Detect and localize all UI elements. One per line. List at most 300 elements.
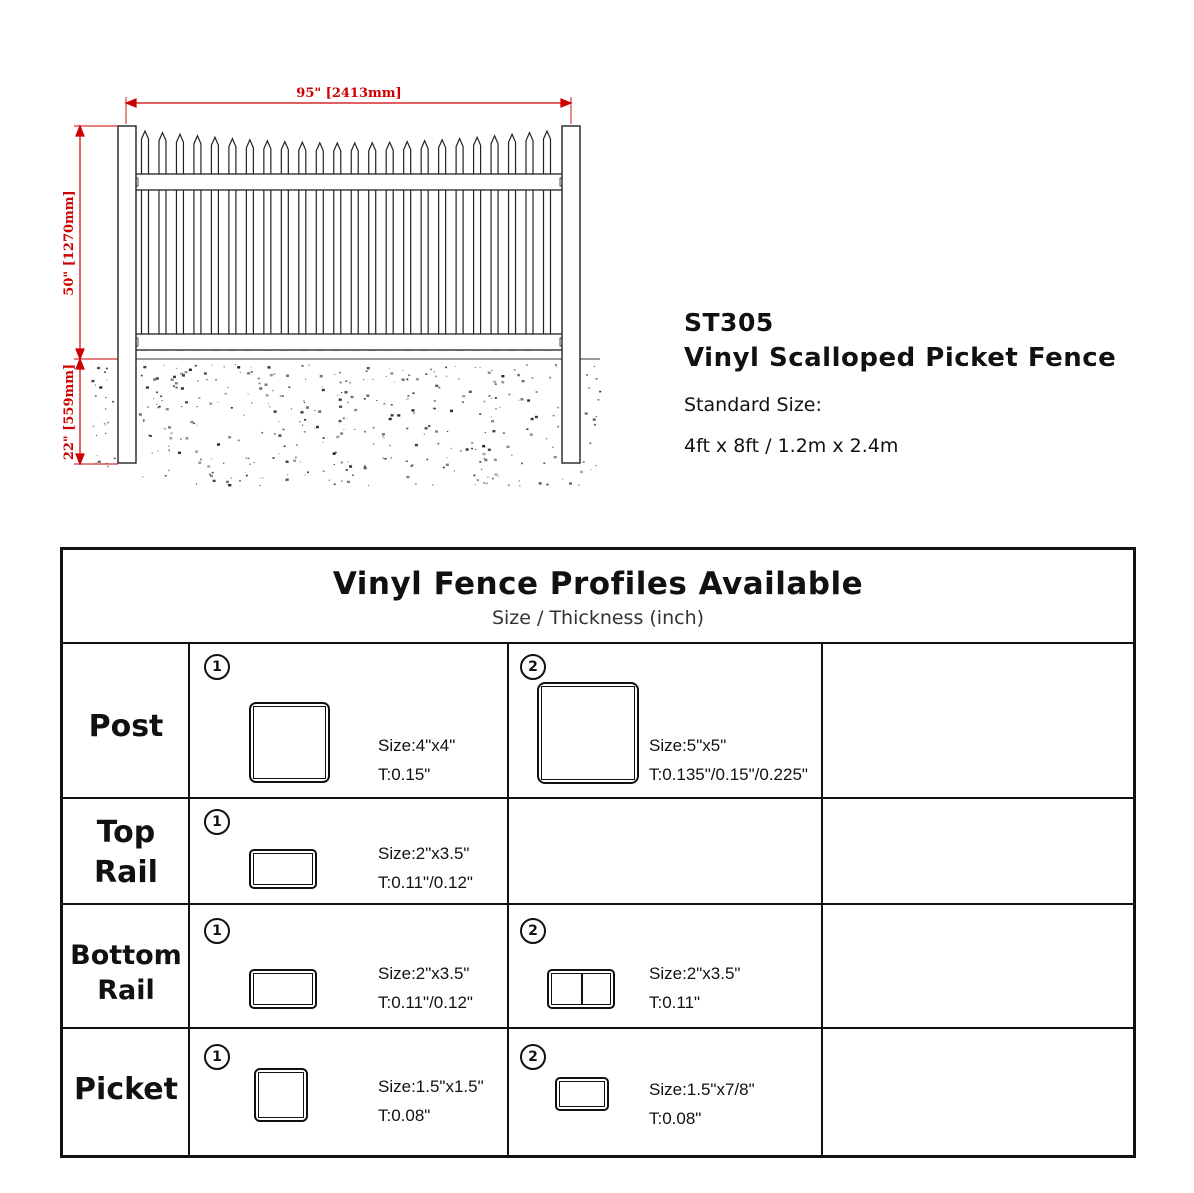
- gravel-speck: [217, 443, 220, 445]
- gravel-speck: [283, 429, 285, 431]
- gravel-speck: [322, 386, 323, 387]
- gravel-speck: [237, 366, 240, 368]
- gravel-speck: [593, 418, 596, 420]
- gravel-speck: [383, 458, 384, 459]
- picket: [439, 140, 446, 350]
- gravel-speck: [434, 408, 436, 410]
- gravel-speck: [98, 461, 101, 463]
- gravel-speck: [286, 375, 289, 377]
- gravel-speck: [385, 458, 387, 460]
- gravel-speck: [335, 452, 337, 454]
- gravel-speck: [173, 385, 175, 387]
- gravel-speck: [160, 396, 162, 398]
- profile-number-badge: 1: [204, 809, 230, 835]
- gravel-speck: [596, 416, 597, 417]
- row-divider: [63, 903, 1133, 905]
- gravel-speck: [112, 401, 114, 403]
- profile-spec: [378, 731, 455, 789]
- gravel-speck: [483, 482, 485, 484]
- gravel-speck: [339, 420, 342, 422]
- gravel-speck: [259, 485, 260, 486]
- gravel-speck: [308, 365, 309, 366]
- gravel-speck: [508, 484, 510, 486]
- row-label-top-rail: Top Rail: [94, 815, 158, 890]
- gravel-speck: [469, 391, 472, 393]
- gravel-speck: [519, 485, 520, 486]
- gravel-speck: [307, 472, 309, 474]
- gravel-speck: [352, 474, 354, 476]
- gravel-speck: [364, 398, 366, 400]
- gravel-speck: [390, 372, 393, 374]
- gravel-speck: [104, 423, 106, 425]
- gravel-speck: [346, 418, 347, 419]
- gravel-speck: [455, 366, 456, 367]
- gravel-speck: [430, 369, 432, 371]
- gravel-speck: [206, 379, 207, 380]
- gravel-speck: [228, 436, 231, 438]
- gravel-speck: [269, 406, 270, 407]
- gravel-speck: [143, 419, 145, 421]
- gravel-speck: [168, 426, 171, 428]
- profile-number-badge: 1: [204, 1044, 230, 1070]
- gravel-speck: [495, 408, 496, 409]
- gravel-speck: [373, 379, 374, 380]
- gravel-speck: [569, 482, 572, 484]
- profile-thickness: T:0.11"/0.12": [378, 993, 473, 1012]
- gravel-speck: [434, 400, 436, 402]
- gravel-speck: [475, 367, 476, 368]
- gravel-speck: [503, 432, 505, 434]
- gravel-speck: [526, 428, 528, 430]
- gravel-speck: [287, 475, 288, 476]
- gravel-speck: [557, 426, 559, 428]
- gravel-speck: [190, 421, 193, 423]
- gravel-speck: [282, 395, 284, 397]
- gravel-speck: [391, 458, 392, 459]
- gravel-speck: [413, 412, 415, 414]
- gravel-speck: [107, 466, 109, 468]
- profile-thickness: T:0.11": [649, 993, 701, 1012]
- gravel-speck: [231, 407, 233, 409]
- gravel-speck: [95, 395, 97, 397]
- left-post: [118, 126, 136, 463]
- gravel-speck: [406, 399, 407, 400]
- gravel-speck: [447, 431, 448, 432]
- gravel-speck: [341, 392, 342, 393]
- gravel-speck: [391, 414, 394, 416]
- gravel-speck: [228, 484, 231, 486]
- gravel-speck: [245, 472, 246, 473]
- gravel-speck: [408, 375, 410, 377]
- gravel-speck: [562, 479, 563, 480]
- gravel-speck: [340, 432, 343, 434]
- gravel-speck: [415, 444, 418, 446]
- gravel-speck: [168, 470, 170, 472]
- gravel-speck: [454, 470, 455, 471]
- gravel-speck: [590, 469, 591, 470]
- gravel-speck: [426, 459, 428, 461]
- gravel-speck: [351, 396, 354, 398]
- gravel-speck: [406, 379, 408, 381]
- gravel-speck: [157, 451, 158, 452]
- picket: [526, 133, 533, 350]
- row-label-picket: Picket: [74, 1072, 178, 1107]
- gravel-speck: [364, 467, 367, 469]
- gravel-speck: [443, 467, 445, 469]
- gravel-speck: [262, 478, 263, 479]
- gravel-speck: [176, 368, 177, 369]
- gravel-speck: [500, 407, 501, 408]
- bottom-rail-divided-profile-shape: [547, 969, 615, 1009]
- gravel-speck: [549, 377, 551, 379]
- gravel-speck: [169, 437, 172, 439]
- gravel-speck: [280, 395, 282, 397]
- gravel-speck: [99, 386, 102, 388]
- profile-size: Size:2"x3.5": [378, 964, 470, 983]
- gravel-speck: [299, 421, 300, 422]
- gravel-speck: [291, 408, 292, 409]
- gravel-speck: [493, 381, 496, 383]
- gravel-speck: [176, 387, 178, 389]
- gravel-speck: [484, 401, 486, 403]
- gravel-speck: [146, 386, 149, 388]
- gravel-speck: [301, 411, 304, 413]
- gravel-speck: [323, 437, 325, 439]
- gravel-speck: [391, 404, 393, 406]
- gravel-speck: [485, 432, 486, 433]
- gravel-speck: [249, 464, 250, 465]
- gravel-speck: [235, 364, 236, 365]
- gravel-speck: [539, 482, 542, 484]
- gravel-speck: [323, 442, 324, 443]
- gravel-speck: [270, 374, 273, 376]
- gravel-speck: [521, 398, 524, 400]
- gravel-speck: [180, 438, 182, 440]
- gravel-speck: [156, 392, 158, 394]
- gravel-speck: [247, 372, 250, 374]
- gravel-speck: [251, 367, 252, 368]
- gravel-speck: [200, 459, 202, 461]
- gravel-speck: [578, 485, 579, 486]
- gravel-speck: [165, 475, 167, 477]
- gravel-speck: [347, 402, 349, 404]
- gravel-speck: [334, 374, 335, 375]
- gravel-speck: [302, 365, 304, 367]
- profiles-table: [60, 547, 1136, 1158]
- product-info: [684, 306, 1116, 457]
- gravel-speck: [596, 378, 598, 380]
- gravel-speck: [175, 382, 178, 384]
- gravel-speck: [304, 402, 305, 403]
- gravel-speck: [491, 398, 492, 399]
- gravel-speck: [189, 369, 192, 371]
- gravel-speck: [105, 397, 106, 398]
- gravel-speck: [530, 434, 533, 436]
- profile-thickness: T:0.08": [649, 1109, 702, 1128]
- gravel-speck: [483, 453, 486, 455]
- profile-spec: [649, 959, 740, 1017]
- profile-number-badge: 1: [204, 918, 230, 944]
- gravel-speck: [495, 473, 498, 475]
- gravel-speck: [286, 478, 289, 480]
- gravel-speck: [435, 376, 437, 378]
- gravel-speck: [185, 371, 188, 373]
- table-subtitle: Size / Thickness (inch): [491, 607, 705, 629]
- gravel-speck: [383, 403, 385, 405]
- gravel-speck: [239, 480, 241, 482]
- gravel-speck: [345, 380, 347, 382]
- gravel-speck: [329, 480, 330, 481]
- gravel-speck: [345, 391, 348, 393]
- gravel-speck: [147, 406, 149, 408]
- gravel-speck: [413, 392, 415, 394]
- gravel-speck: [265, 384, 268, 386]
- profile-thickness: T:0.08": [378, 1106, 431, 1125]
- gravel-speck: [556, 366, 557, 367]
- gravel-speck: [228, 387, 229, 388]
- gravel-speck: [389, 368, 390, 369]
- gravel-speck: [535, 416, 538, 418]
- gravel-speck: [447, 457, 448, 458]
- picket: [176, 134, 183, 350]
- gravel-speck: [435, 385, 438, 387]
- gravel-speck: [198, 462, 201, 464]
- gravel-speck: [339, 399, 342, 401]
- gravel-speck: [251, 371, 253, 373]
- post-4x4-profile-shape: [249, 702, 330, 783]
- gravel-speck: [547, 484, 549, 486]
- gravel-speck: [164, 428, 166, 430]
- gravel-speck: [141, 375, 143, 377]
- gravel-speck: [93, 426, 95, 428]
- gravel-speck: [475, 484, 476, 485]
- gravel-speck: [341, 480, 343, 482]
- gravel-speck: [491, 370, 492, 371]
- gravel-speck: [416, 378, 419, 380]
- profile-number-badge: 2: [520, 654, 546, 680]
- gravel-speck: [425, 427, 428, 429]
- gravel-speck: [274, 433, 276, 435]
- gravel-speck: [143, 421, 144, 422]
- gravel-speck: [268, 403, 269, 404]
- gravel-speck: [364, 431, 366, 433]
- gravel-speck: [507, 446, 510, 448]
- post-5x5-profile-shape: [537, 682, 639, 784]
- gravel-speck: [552, 447, 553, 448]
- gravel-speck: [197, 406, 198, 407]
- gravel-speck: [96, 462, 97, 463]
- gravel-speck: [437, 443, 439, 445]
- gravel-speck: [196, 483, 197, 484]
- gravel-speck: [347, 481, 350, 483]
- picket: [544, 131, 551, 350]
- gravel-speck: [488, 372, 491, 374]
- gravel-speck: [477, 479, 479, 481]
- gravel-speck: [489, 395, 491, 397]
- gravel-speck: [209, 474, 211, 476]
- profile-size: Size:1.5"x7/8": [649, 1080, 755, 1099]
- gravel-speck: [458, 379, 459, 380]
- bottom-rail-profile-shape: [249, 969, 317, 1009]
- gravel-speck: [397, 414, 400, 416]
- gravel-speck: [446, 376, 447, 377]
- gravel-speck: [527, 399, 530, 401]
- gravel-speck: [323, 470, 325, 472]
- gravel-speck: [293, 460, 296, 462]
- gravel-speck: [553, 415, 555, 417]
- gravel-speck: [225, 393, 227, 395]
- top-rail-profile-shape: [249, 849, 317, 889]
- gravel-speck: [599, 391, 601, 393]
- picket: [404, 142, 411, 350]
- gravel-speck: [402, 370, 403, 371]
- gravel-speck: [428, 425, 430, 427]
- row-divider: [63, 797, 1133, 799]
- gravel-speck: [268, 366, 271, 368]
- gravel-speck: [248, 394, 249, 395]
- gravel-speck: [487, 477, 488, 478]
- product-model: ST305: [684, 308, 774, 337]
- gravel-speck: [178, 452, 181, 454]
- gravel-speck: [302, 425, 303, 426]
- product-name: Vinyl Scalloped Picket Fence: [684, 343, 1117, 373]
- gravel-speck: [251, 402, 252, 403]
- gravel-speck: [412, 409, 415, 411]
- gravel-speck: [348, 461, 349, 462]
- gravel-speck: [278, 453, 279, 454]
- picket: [281, 142, 288, 350]
- picket: [246, 140, 253, 350]
- gravel-speck: [212, 365, 213, 366]
- profile-thickness: T:0.135"/0.15"/0.225": [649, 765, 808, 784]
- gravel-speck: [450, 410, 453, 412]
- gravel-speck: [460, 450, 462, 452]
- gravel-speck: [212, 472, 214, 474]
- table-header: [63, 550, 1133, 644]
- gravel-speck: [434, 371, 435, 372]
- gravel-speck: [153, 398, 154, 399]
- gravel-speck: [243, 415, 244, 416]
- gravel-speck: [142, 476, 143, 477]
- gravel-speck: [557, 407, 559, 409]
- profile-size: Size:1.5"x1.5": [378, 1077, 484, 1096]
- gravel-speck: [491, 416, 492, 417]
- row-label-post: Post: [88, 709, 164, 744]
- gravel-speck: [354, 429, 355, 430]
- gravel-speck: [231, 478, 232, 479]
- gravel-speck: [152, 453, 153, 454]
- picket: [211, 137, 218, 350]
- gravel-speck: [522, 380, 525, 382]
- gravel-speck: [168, 446, 169, 447]
- standard-size-value: 4ft x 8ft / 1.2m x 2.4m: [684, 435, 899, 457]
- table-title: Vinyl Fence Profiles Available: [332, 566, 864, 602]
- pickets: [142, 131, 551, 350]
- gravel-speck: [382, 436, 383, 437]
- picket: [229, 139, 236, 350]
- ground: [84, 359, 601, 486]
- gravel-speck: [334, 484, 336, 486]
- gravel-speck: [596, 465, 597, 466]
- gravel-speck: [106, 368, 108, 370]
- gravel-speck: [260, 477, 261, 478]
- gravel-speck: [245, 458, 246, 459]
- gravel-speck: [491, 420, 494, 422]
- gravel-speck: [320, 375, 323, 377]
- gravel-speck: [226, 481, 229, 483]
- column-divider: [821, 642, 823, 1155]
- gravel-speck: [339, 406, 342, 408]
- gravel-speck: [435, 430, 438, 432]
- picket: [264, 141, 271, 350]
- picket: [194, 136, 201, 350]
- gravel-speck: [389, 418, 392, 420]
- bottom-rail: [128, 334, 570, 350]
- gravel-speck: [368, 485, 369, 486]
- gravel-speck: [508, 394, 510, 396]
- gravel-speck: [336, 436, 339, 438]
- gravel-speck: [495, 397, 497, 399]
- profile-size: Size:4"x4": [378, 736, 456, 755]
- gravel-speck: [198, 397, 200, 399]
- gravel-speck: [305, 475, 306, 476]
- gravel-speck: [153, 378, 156, 380]
- gravel-speck: [278, 434, 281, 436]
- gravel-speck: [364, 465, 366, 467]
- gravel-speck: [266, 394, 269, 396]
- gravel-speck: [105, 425, 106, 426]
- picket: [456, 139, 463, 350]
- gravel-speck: [181, 406, 182, 407]
- gravel-speck: [498, 476, 499, 477]
- gravel-speck: [349, 465, 352, 467]
- gravel-speck: [373, 444, 374, 445]
- gravel-speck: [546, 438, 547, 439]
- gravel-speck: [382, 433, 385, 435]
- gravel-speck: [288, 386, 290, 388]
- gravel-speck: [195, 365, 197, 367]
- fence-diagram: [0, 0, 640, 520]
- gravel-speck: [597, 399, 599, 401]
- gravel-speck: [295, 457, 297, 459]
- profile-spec: [649, 1075, 755, 1133]
- gravel-speck: [488, 449, 491, 451]
- gravel-speck: [484, 458, 485, 459]
- gravel-speck: [339, 372, 341, 374]
- depth-dimension-label: 22" [559mm]: [62, 363, 77, 461]
- gravel-speck: [306, 406, 309, 408]
- gravel-speck: [159, 406, 161, 408]
- gravel-speck: [580, 471, 583, 473]
- gravel-speck: [526, 364, 528, 366]
- gravel-speck: [501, 375, 504, 377]
- gravel-speck: [272, 390, 273, 391]
- gravel-speck: [171, 379, 174, 381]
- profile-spec: [378, 959, 473, 1017]
- gravel-speck: [594, 366, 595, 367]
- gravel-speck: [97, 455, 98, 456]
- gravel-speck: [402, 379, 405, 381]
- gravel-speck: [343, 429, 344, 430]
- gravel-speck: [238, 440, 240, 442]
- gravel-speck: [373, 427, 375, 429]
- gravel-speck: [486, 483, 488, 485]
- gravel-speck: [492, 478, 494, 480]
- gravel-speck: [316, 426, 319, 428]
- gravel-speck: [305, 379, 306, 380]
- row-divider: [63, 1027, 1133, 1029]
- gravel-speck: [258, 378, 260, 380]
